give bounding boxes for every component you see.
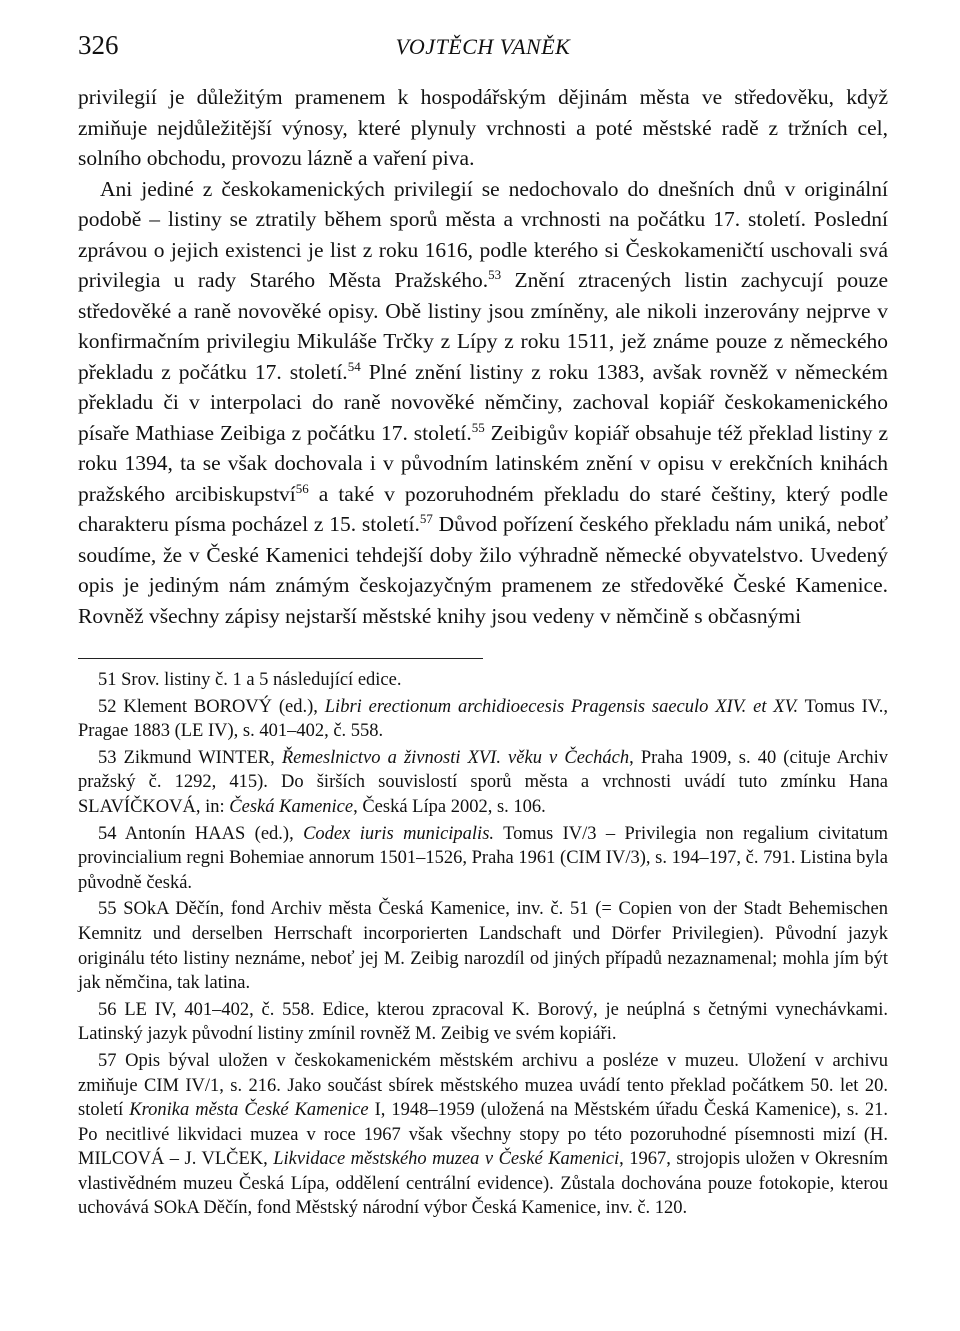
- body-text: [78, 82, 888, 631]
- footnote-53-title: Řemeslnictvo a živnosti XVI. věku v Čechách: [281, 747, 630, 768]
- footnote-52-title: Libri erectionum archidioecesis Pragensis saeculo XIV. et XV.: [324, 696, 799, 717]
- paragraph-2-text-d: Zeibigův kopiář obsahuje též překlad listiny z roku 1394, ta se však dochovala i v původním latinském znění v opisu v erekčních knihách pražského arcibiskupství: [78, 420, 888, 506]
- footnote-57: [78, 1049, 888, 1221]
- footnote-54-title: Codex iuris municipalis.: [303, 823, 495, 844]
- paragraph-2-text-a: Ani jediné z českokamenických privilegií se nedochovalo do dnešních dnů v originální podobě – listiny se ztratily během sporů města a vrchnosti na počátku 17. století. Poslední zprávou o jejich existenci je list z roku 1616, podle kterého si Českokameničtí uschovali svá privilegia u rady Starého Města Pražského.: [78, 176, 888, 292]
- footnote-55-text: 55 SOkA Děčín, fond Archiv města Česká Kamenice, inv. č. 51 (= Copien von der Stadt Behemischen Kemnitz und derselben Herrschaft incorporierten Landschaft und Dörfer Privilegien). Původní jazyk originálu této listiny neznáme, neboť jej M. Zeibig narozdíl od jiných případů nezaznamenal; mohla jím být jak němčina, tak latina.: [78, 899, 888, 994]
- footnote-56-text: 56 LE IV, 401–402, č. 558. Edice, kterou zpracoval K. Borový, je neúplná s četnými vynechávkami. Latinský jazyk původní listiny zmínil rovněž M. Zeibig ve svém kopiáři.: [78, 999, 888, 1045]
- paragraph-1-text: privilegií je důležitým pramenem k hospodářským dějinám města ve středověku, když zmiňuje nejdůležitější výnosy, které plynuly vrchnosti a poté městské radě z tržních cel, solního obchodu, provozu lázně a vaření piva.: [78, 85, 888, 170]
- footnote-54: [78, 822, 888, 896]
- paragraph-2-text-c: Plné znění listiny z roku 1383, avšak rovněž v německém překladu či v interpolaci do raně novověké němčiny, zachoval kopiář českokamenického písaře Mathiase Zeibiga z počátku 17. století.: [78, 359, 889, 445]
- footnote-57-text-c: , 1967, strojopis uložen v Okresním vlastivědném muzeu Česká Lípa, oddělení centrální evidence). Zůstala dochována pouze fotokopie, kterou uchovává SOkA Děčín, fond Městský národní výbor Česká Kamenice, inv. č. 120.: [78, 1149, 888, 1219]
- footnote-divider: [78, 658, 483, 659]
- footnote-52-text-b: Tomus IV., Pragae 1883 (LE IV), s. 401–402, č. 558.: [78, 696, 889, 742]
- footnote-53-text-b: , Praha 1909, s. 40 (cituje Archiv pražský č. 1292, 415). Do širších souvislostí sporů města a vrchnosti uvádí tuto zmínku Hana SLAVÍČKOVÁ, in:: [78, 747, 889, 817]
- footnote-ref-56: 56: [295, 480, 309, 496]
- running-title: VOJTĚCH VANĚK: [395, 34, 571, 59]
- footnote-ref-55: 55: [471, 419, 485, 435]
- footnote-53-text-c: , Česká Lípa 2002, s. 106.: [353, 796, 546, 817]
- paragraph-2-text-f: Důvod pořízení českého překladu nám uniká, neboť soudíme, že v České Kamenici tehdejší doby žilo výhradně německé obyvatelstvo. Uvedený opis je jediným nám známým českojazyčným pramenem ze středověké České Kamenice. Rovněž všechny zápisy nejstarší městské knihy jsou vedeny v němčině s občasnými: [78, 512, 889, 628]
- footnote-ref-57: 57: [419, 510, 433, 526]
- footnote-57-text-a: 57 Opis býval uložen v českokamenickém městském archivu a posléze v muzeu. Uložení v archivu zmiňuje CIM IV/1, s. 216. Jako součást sbírek městského muzea uvádí tento překlad počátkem 50. let 20. století: [78, 1050, 888, 1121]
- footnote-55: [78, 897, 888, 995]
- paragraph-2: [78, 174, 888, 632]
- footnote-56: [78, 998, 888, 1047]
- footnote-51-text: 51 Srov. listiny č. 1 a 5 následující edice.: [98, 670, 402, 690]
- footnote-51: [78, 668, 888, 693]
- footnote-57-title: Kronika města České Kamenice: [129, 1100, 369, 1121]
- footnote-53-text-a: 53 Zikmund WINTER,: [98, 747, 282, 768]
- paragraph-2-text-b: Znění ztracených listin zachycují pouze středověké a raně novověké opisy. Obě listiny jsou zmíněny, ale nikoli inzerovány nejprve v konfirmačním privilegiu Mikuláše Trčky z Lípy z roku 1511, jež známe pouze z německého překladu z počátku 17. století.: [78, 268, 888, 384]
- footnote-ref-53: 53: [488, 266, 502, 282]
- footnote-57-text-b: I, 1948–1959 (uložená na Městském úřadu Česká Kamenice), s. 21. Po necitlivé likvidaci muzea v roce 1967 však všechny stopy po této pozoruhodné písemnosti mizí (H. MILCOVÁ – J. VLČEK,: [78, 1100, 888, 1170]
- page-number: 326: [78, 30, 119, 60]
- footnote-54-text-b: Tomus IV/3 – Privilegia non regalium civitatum provincialium regni Bohemiae annorum 1501–1526, Praha 1961 (CIM IV/3), s. 194–197, č. 791. Listina byla původně česká.: [78, 823, 888, 893]
- paragraph-1: [78, 82, 888, 174]
- footnote-53: [78, 746, 888, 820]
- footnote-53-title-2: Česká Kamenice: [229, 796, 354, 817]
- running-head: [78, 30, 888, 74]
- footnote-52: [78, 695, 888, 744]
- footnote-57-title-2: Likvidace městského muzea v České Kamenici: [273, 1149, 620, 1170]
- footnotes: [78, 668, 888, 1221]
- footnote-52-text-a: 52 Klement BOROVÝ (ed.),: [98, 696, 325, 717]
- footnote-ref-54: 54: [347, 358, 361, 374]
- footnote-54-text-a: 54 Antonín HAAS (ed.),: [98, 823, 304, 844]
- paragraph-2-text-e: a také v pozoruhodném překladu do staré češtiny, který podle charakteru písma pocházel z 15. století.: [78, 481, 888, 536]
- book-page: [78, 30, 888, 1223]
